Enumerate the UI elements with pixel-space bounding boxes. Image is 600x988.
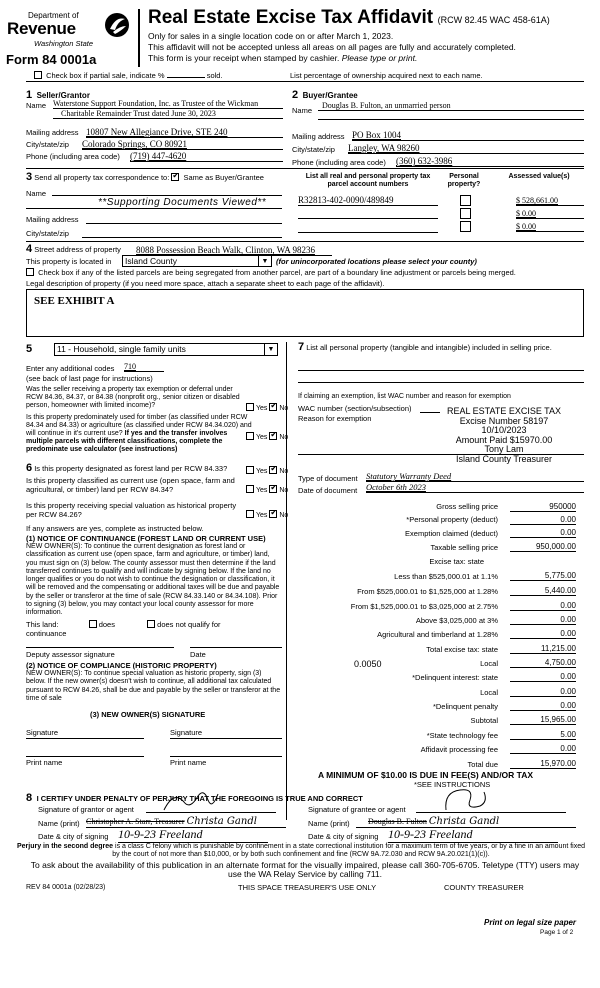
- tax-label-exemption: Exemption claimed (deduct): [405, 529, 498, 538]
- buyer-phone-field[interactable]: (360) 632-3986: [396, 156, 584, 167]
- tax-value-delinquent-interest[interactable]: 0.00: [510, 672, 576, 682]
- reason-line: [298, 454, 584, 455]
- personal-property-checkbox-2[interactable]: [460, 208, 471, 219]
- stamp-line-6: Island County Treasurer: [455, 453, 553, 464]
- no-label: No: [279, 487, 289, 494]
- new-owner-signature-title: (3) NEW OWNER(S) SIGNATURE: [90, 710, 206, 719]
- does-not-qualify-checkbox[interactable]: [147, 620, 155, 628]
- sec3-name-label: Name: [26, 189, 47, 198]
- stamp-line-2: Excise Number 58197: [459, 415, 549, 426]
- stamp-line-3: 10/10/2023: [481, 425, 527, 435]
- logo-top-text: Department of: [28, 11, 79, 20]
- same-as-buyer-label: Same as Buyer/Grantee: [183, 173, 264, 182]
- personal-property-line-2: [298, 382, 584, 383]
- title-rcw: (RCW 82.45 WAC 458-61A): [437, 15, 550, 25]
- personal-property-row: [298, 343, 584, 352]
- partial-sale-row: [34, 71, 223, 80]
- legal-size-note: Print on legal size paper: [484, 918, 577, 927]
- tax-value-gross[interactable]: 950000: [510, 502, 576, 512]
- yes-label: Yes: [256, 512, 268, 519]
- tax-correspondence-row: [26, 173, 264, 182]
- owner-print-label-1: Print name: [26, 758, 63, 767]
- tax-label-tier1: Less than $525,000.01 at 1.1%: [394, 572, 498, 581]
- treasurer-use-label: THIS SPACE TREASURER'S USE ONLY: [238, 883, 377, 892]
- excise-tax-stamp: [424, 407, 584, 464]
- rule: [26, 81, 584, 82]
- forest-question: [26, 464, 250, 473]
- tax-value-penalty[interactable]: 0.00: [510, 701, 576, 711]
- segregated-checkbox[interactable]: [26, 268, 34, 276]
- alternate-format-notice: To ask about the availability of this publication in an alternate format for the visually impaired, please call 360-705-6705. Teletype (TTY) users may use the WA Relay Service by calling 711.: [30, 860, 580, 879]
- street-label: Street address of property: [34, 245, 121, 254]
- grantor-signature-label: Signature of grantor or agent: [38, 805, 134, 814]
- sec3-name-line1: [52, 195, 282, 196]
- section-4-number: 4: [26, 243, 33, 255]
- deputy-signature-line: [26, 647, 174, 648]
- grantor-signature-scrawl: [160, 788, 220, 816]
- tax-value-tier4[interactable]: 0.00: [510, 615, 576, 625]
- tax-table: [290, 502, 584, 822]
- perjury-notice: [14, 843, 588, 859]
- see-instructions-note: *SEE INSTRUCTIONS: [414, 780, 491, 789]
- sec3-city-label: City/state/zip: [26, 229, 69, 238]
- document-type-field[interactable]: Statutory Warranty Deed: [366, 471, 584, 482]
- minimum-due-note: A MINIMUM OF $10.00 IS DUE IN FEE(S) AND/OR TAX: [318, 770, 534, 780]
- exemption-answer: [246, 403, 288, 413]
- owner-print-line-2: [170, 756, 282, 757]
- ownership-note: List percentage of ownership acquired next to each name.: [290, 71, 483, 80]
- section-8-number: 8: [26, 792, 33, 804]
- tax-label-tier3: From $1,525,000.01 to $3,025,000 at 2.75%: [350, 602, 498, 611]
- section-7-number: 7: [298, 341, 305, 353]
- section-1-number: 1: [26, 89, 33, 101]
- certify-text: I CERTIFY UNDER PENALTY OF PERJURY THAT THE FOREGOING IS TRUE AND CORRECT: [36, 794, 363, 803]
- buyer-name-label: Name: [292, 106, 313, 115]
- personal-property-text: List all personal property (tangible and intangible) included in selling price.: [306, 343, 552, 352]
- grantee-signature-line[interactable]: [416, 812, 566, 813]
- notice-compliance-title: (2) NOTICE OF COMPLIANCE (HISTORIC PROPERTY): [26, 661, 217, 670]
- owner-print-line-1: [26, 756, 144, 757]
- tax-label-gross: Gross selling price: [436, 502, 498, 511]
- logo-main-text: Revenue: [7, 19, 76, 38]
- additional-codes-field[interactable]: 710: [124, 362, 164, 372]
- assessed-value-1[interactable]: $ 528,661.00: [516, 196, 584, 206]
- grantee-signature-label: Signature of grantee or agent: [308, 805, 406, 814]
- historic-answer: [246, 510, 288, 520]
- chevron-down-icon: ▼: [258, 256, 271, 266]
- reason-label: Reason for exemption: [298, 414, 372, 423]
- seller-name-line2[interactable]: Charitable Remainder Trust dated June 30, 2023: [53, 109, 283, 119]
- deputy-date-label: Date: [190, 650, 206, 659]
- forest-question-text: Is this property designated as forest land per RCW 84.33?: [34, 464, 228, 473]
- sec3-name-line2: [26, 208, 282, 209]
- tax-label-subtotal: Subtotal: [470, 716, 498, 725]
- washington-logo-icon: [104, 12, 130, 38]
- forest-no-checkbox[interactable]: [269, 466, 277, 474]
- title-text: Real Estate Excise Tax Affidavit: [148, 7, 434, 28]
- seller-city-field[interactable]: Colorado Springs, CO 80921: [82, 139, 283, 150]
- personal-property-checkbox-3[interactable]: [460, 221, 471, 232]
- form-title: [148, 7, 550, 29]
- partial-sale-label: Check box if partial sale, indicate %: [46, 71, 165, 80]
- grantee-signature-scrawl: [440, 786, 490, 814]
- does-not-label: does not qualify for: [157, 620, 221, 629]
- tax-label-excise-state: Excise tax: state: [429, 557, 484, 566]
- perjury-bold: Perjury in the second degree: [16, 843, 114, 850]
- tax-value-total-due[interactable]: 15,970.00: [510, 759, 576, 769]
- additional-codes-note: (see back of last page for instructions): [26, 374, 153, 383]
- tax-label-taxable: Taxable selling price: [430, 543, 498, 552]
- seller-mail-field[interactable]: 10807 New Allegiance Drive, STE 240: [86, 127, 283, 138]
- form-number: Form 84 0001a: [6, 52, 97, 67]
- revenue-logo: [6, 8, 130, 52]
- tax-value-local[interactable]: 4,750.00: [510, 658, 576, 668]
- column-divider: [286, 342, 287, 820]
- tax-label-technology-fee: *State technology fee: [426, 731, 498, 740]
- exemption-no-checkbox[interactable]: [269, 403, 277, 411]
- forest-answer: [246, 466, 288, 476]
- header-line-3b: Please type or print.: [341, 53, 418, 63]
- this-land-row: [26, 620, 221, 629]
- section-5-number: 5: [26, 343, 33, 355]
- forest-yes-checkbox[interactable]: [246, 466, 254, 474]
- tax-label-agricultural: Agricultural and timberland at 1.28%: [377, 630, 498, 639]
- notice-continuance-title: (1) NOTICE OF CONTINUANCE (FOREST LAND OR CURRENT USE): [26, 534, 266, 543]
- personal-property-line-1: [298, 370, 584, 371]
- tax-value-interest-local[interactable]: 0.00: [510, 687, 576, 697]
- no-label: No: [279, 405, 289, 412]
- revision-label: REV 84 0001a (02/28/23): [26, 884, 106, 891]
- tax-value-tier3[interactable]: 0.00: [510, 601, 576, 611]
- wac-label: WAC number (section/subsection): [298, 404, 412, 413]
- segregated-row: [26, 268, 516, 277]
- unincorporated-note: (for unincorporated locations please select your county): [276, 257, 477, 266]
- seller-title: Seller/Grantor: [36, 91, 90, 100]
- tax-value-tier2[interactable]: 5,440.00: [510, 586, 576, 596]
- county-select[interactable]: [122, 255, 272, 267]
- tax-value-subtotal[interactable]: 15,965.00: [510, 715, 576, 725]
- deputy-date-line: [190, 647, 282, 648]
- county-treasurer-label: COUNTY TREASURER: [444, 883, 524, 892]
- header-line-3a: This form is your receipt when stamped by cashier.: [148, 53, 340, 63]
- tax-label-penalty: *Delinquent penalty: [432, 702, 498, 711]
- tax-value-tier1[interactable]: 5,775.00: [510, 571, 576, 581]
- timber-question-bold: If yes and the transfer involves multiple parcels with different classifications, complete the predominate use calculator (see instructions): [26, 430, 228, 453]
- owner-signature-label-2: Signature: [170, 728, 203, 737]
- current-use-answer: [246, 485, 288, 495]
- same-as-buyer-checkbox[interactable]: [171, 173, 179, 181]
- street-row: [26, 245, 121, 254]
- yes-label: Yes: [256, 434, 268, 441]
- seller-city-label: City/state/zip: [26, 140, 69, 149]
- buyer-city-label: City/state/zip: [292, 145, 335, 154]
- document-date-label: Date of document: [298, 486, 358, 495]
- tax-value-processing-fee[interactable]: 0.00: [510, 744, 576, 754]
- local-rate: 0.0050: [354, 659, 382, 669]
- chevron-down-icon: ▼: [264, 344, 277, 355]
- sec3-mail-label: Mailing address: [26, 215, 79, 224]
- owner-signature-line-2: [170, 738, 282, 739]
- tax-label-total-due: Total due: [467, 760, 498, 769]
- legal-description-box[interactable]: [26, 289, 584, 337]
- historic-yes-checkbox[interactable]: [246, 510, 254, 518]
- owner-print-label-2: Print name: [170, 758, 207, 767]
- parcel-header: List all real and personal property tax parcel account numbers: [305, 173, 431, 188]
- buyer-name-line2: [318, 119, 584, 120]
- document-date-field[interactable]: October 6th 2023: [366, 482, 584, 493]
- timber-question: [26, 414, 252, 454]
- buyer-title: Buyer/Grantee: [302, 91, 358, 100]
- grantee-date-field[interactable]: 10-9-23 Freeland: [388, 827, 558, 843]
- does-label: does: [98, 620, 115, 629]
- exhibit-text: SEE EXHIBIT A: [34, 295, 115, 307]
- timber-yes-checkbox[interactable]: [246, 432, 254, 440]
- header-line-3: [148, 53, 417, 63]
- header-line-2: This affidavit will not be accepted unless all areas on all pages are fully and accurately completed.: [148, 42, 516, 52]
- no-label: No: [279, 434, 289, 441]
- additional-codes-label: Enter any additional codes: [26, 364, 115, 373]
- does-checkbox[interactable]: [89, 620, 97, 628]
- tax-value-technology-fee[interactable]: 5.00: [510, 730, 576, 740]
- seller-phone-label: Phone (including area code): [26, 152, 120, 161]
- this-land-label: This land:: [26, 620, 59, 629]
- tax-value-total-state[interactable]: 11,215.00: [510, 644, 576, 654]
- street-field[interactable]: 8088 Possession Beach Walk, Clinton, WA 98236: [136, 245, 332, 256]
- current-use-no-checkbox[interactable]: [269, 485, 277, 493]
- timber-no-checkbox[interactable]: [269, 432, 277, 440]
- grantor-date-label: Date & city of signing: [38, 832, 109, 841]
- personal-property-checkbox-1[interactable]: [460, 195, 471, 206]
- stamp-line-5: Tony Lam: [484, 444, 524, 454]
- yes-label: Yes: [256, 487, 268, 494]
- tax-label-tier4: Above $3,025,000 at 3%: [415, 616, 498, 625]
- buyer-mail-label: Mailing address: [292, 132, 345, 141]
- assessed-value-2[interactable]: $ 0.00: [516, 209, 584, 219]
- tax-label-total-state: Total excise tax: state: [426, 645, 498, 654]
- buyer-city-field[interactable]: Langley, WA 98260: [348, 143, 584, 154]
- historic-no-checkbox[interactable]: [269, 510, 277, 518]
- buyer-phone-label: Phone (including area code): [292, 158, 386, 167]
- parcel-number-1[interactable]: R32813-402-0090/489849: [298, 195, 438, 206]
- grantor-date-field[interactable]: 10-9-23 Freeland: [118, 827, 268, 843]
- continuance-label: continuance: [26, 629, 67, 638]
- perjury-text: is a class C felony which is punishable by confinement in a state correctional institution for a maximum term of five years, or by a fine in an amount fixed by the court of not more than $10,000, or by both such confinement and fine (RCW 9A.72.030 and RCW 9A.20.021(1)(c)).: [112, 843, 586, 858]
- yes-label: Yes: [256, 405, 268, 412]
- historic-question: Is this property receiving special valuation as historical property per RCW 84.26?: [26, 501, 237, 519]
- header-line-1: Only for sales in a single location code on or after March 1, 2023.: [148, 31, 394, 41]
- tax-label-delinquent-interest: *Delinquent interest: state: [412, 673, 498, 682]
- tax-label-local: Local: [480, 659, 498, 668]
- section-2-number: 2: [292, 89, 299, 101]
- current-use-question: Is this property classified as current use (open space, farm and agricultural, or timber) land per RCW 84.34?: [26, 476, 235, 494]
- tax-correspondence-label: Send all property tax correspondence to:: [34, 173, 170, 182]
- assessed-value-header: Assessed value(s): [508, 173, 570, 180]
- tax-value-taxable[interactable]: 950,000.00: [510, 542, 576, 552]
- legal-description-label: Legal description of property (if you need more space, attach a separate sheet to each page of the affidavit).: [26, 279, 385, 288]
- rule: [26, 168, 584, 169]
- tax-label-processing-fee: Affidavit processing fee: [420, 745, 498, 754]
- assessed-value-3[interactable]: $ 0.00: [516, 222, 584, 232]
- seller-phone-field[interactable]: (719) 447-4620: [130, 151, 283, 162]
- exemption-question: Was the seller receiving a property tax exemption or deferral under RCW 84.36, 84.37, or 84.38 (nonprofit org., senior citizen or disabled person, homeowner with limited income)?: [26, 386, 240, 409]
- grantee-name-label: Name (print): [308, 819, 350, 828]
- timber-answer: [246, 432, 288, 442]
- section-3-number: 3: [26, 171, 33, 183]
- timber-question-text: Is this property predominately used for timber (as classified under RCW 84.34 and 84.33) or agriculture (as classified under RCW 84.34.020) and will continue in it's current use?: [26, 414, 252, 437]
- documents-viewed-stamp: **Supporting Documents Viewed**: [98, 197, 267, 208]
- partial-sale-checkbox[interactable]: [34, 71, 42, 79]
- yes-label: Yes: [256, 468, 268, 475]
- seller-name-label: Name: [26, 101, 47, 110]
- stamp-line-1: REAL ESTATE EXCISE TAX: [446, 406, 562, 416]
- current-use-yes-checkbox[interactable]: [246, 485, 254, 493]
- grantor-name-label: Name (print): [38, 819, 80, 828]
- rule: [26, 241, 584, 242]
- tax-label-interest-local: Local: [480, 688, 498, 697]
- buyer-mail-field[interactable]: PO Box 1004: [352, 130, 584, 141]
- notice-compliance-body: NEW OWNER(S): To continue special valuation as historic property, sign (3) below. If the new owner(s) doesn't wish to continue, all additional tax calculated pursuant to RCW 84.26, shall be due and payable by the seller or transferor at the time of sale: [26, 670, 281, 702]
- partial-sale-field[interactable]: [167, 77, 205, 78]
- tax-label-tier2: From $525,000.01 to $1,525,000 at 1.28%: [357, 587, 498, 596]
- tax-value-exemption[interactable]: 0.00: [510, 528, 576, 538]
- owner-signature-line-1: [26, 738, 144, 739]
- grantee-signature-print: Christa Gandl: [428, 816, 500, 827]
- logo-sub-text: Washington State: [34, 39, 94, 48]
- segregated-label: Check box if any of the listed parcels are being segregated from another parcel, are part of a boundary line adjustment or parcels being merged.: [38, 268, 516, 277]
- page-number: Page 1 of 2: [540, 929, 574, 936]
- deputy-signature-label: Deputy assessor signature: [26, 650, 115, 659]
- partial-sale-sold: sold.: [206, 71, 223, 80]
- parcel-number-3: [298, 232, 438, 233]
- sec3-city-line: [82, 237, 282, 238]
- county-value: Island County: [125, 256, 177, 266]
- no-label: No: [279, 468, 289, 475]
- grantee-date-label: Date & city of signing: [308, 832, 379, 841]
- header-divider: [138, 9, 140, 67]
- stamp-line-4: Amount Paid $15970.00: [455, 434, 553, 445]
- land-use-value: 11 - Household, single family units: [57, 344, 186, 354]
- document-type-label: Type of document: [298, 474, 358, 483]
- tax-value-agricultural[interactable]: 0.00: [510, 629, 576, 639]
- owner-signature-label-1: Signature: [26, 728, 59, 737]
- seller-mail-label: Mailing address: [26, 128, 79, 137]
- land-use-select[interactable]: [54, 343, 278, 356]
- sec3-mail-line: [86, 223, 282, 224]
- tax-value-personal[interactable]: 0.00: [510, 515, 576, 525]
- tax-label-personal: *Personal property (deduct): [406, 515, 498, 524]
- grantor-name-value: Christopher A. Starr, Treasurer: [86, 817, 185, 826]
- exemption-yes-checkbox[interactable]: [246, 403, 254, 411]
- grantee-name-value: Douglas B. Fulton: [368, 817, 427, 826]
- exemption-note: If claiming an exemption, list WAC number and reason for exemption: [298, 393, 511, 400]
- section-6-number: 6: [26, 462, 33, 474]
- grantor-signature-print: Christa Gandl: [186, 816, 257, 827]
- seller-name-line1[interactable]: Waterstone Support Foundation, Inc. as Trustee of the Wickman: [53, 99, 283, 109]
- notice-continuance-body: NEW OWNER(S): To continue the current designation as forest land or classification as current use (open space, farm and agriculture, or timber) land, you must sign on (3) below. The county assessor must then determine if the land transferred continues to qualify and will indicate by signing below. If the land no longer qualifies or you do not wish to continue the designation or classification, it will be removed and the compensating or additional taxes will be due and payable by the seller or transferor at the time of sale (RCW 84.33.140 or 84.34.108). Prior to signing (3) below, you may contact your local county assessor for more information.: [26, 543, 280, 617]
- no-label: No: [279, 512, 289, 519]
- parcel-number-2: [298, 218, 438, 219]
- buyer-name-field[interactable]: Douglas B. Fulton, an unmarried person: [318, 101, 584, 111]
- located-label: This property is located in: [26, 257, 112, 266]
- if-any-note: If any answers are yes, complete as instructed below.: [26, 524, 204, 533]
- personal-property-header: Personal property?: [447, 173, 481, 188]
